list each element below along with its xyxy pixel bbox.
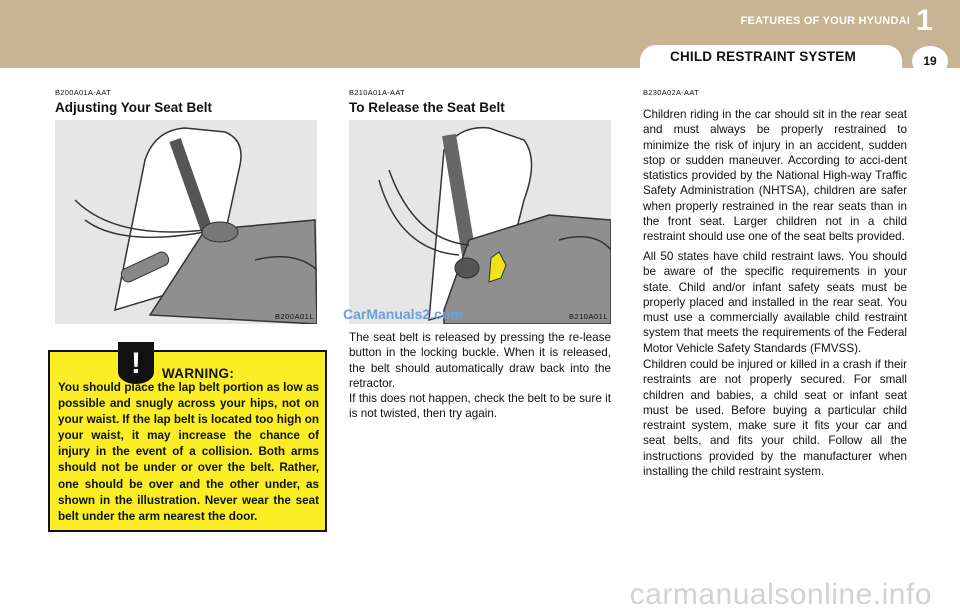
section-code-adjusting: B200A01A-AAT xyxy=(55,88,111,97)
watermark-carmanuals2: CarManuals2.com xyxy=(343,306,463,322)
warning-title: WARNING: xyxy=(162,366,235,381)
seat-belt-release-illustration xyxy=(349,120,611,324)
release-paragraph-1: The seat belt is released by pressing the re-lease button in the locking buckle. When it is released, the belt should automatically draw back into the retractor. xyxy=(349,331,611,390)
figure-label-b210: B210A01L xyxy=(568,312,608,321)
child-paragraph-2: All 50 states have child restraint laws. You should be aware of the specific requirements in your state. Child and/or infant safety seats must be properly placed and installed in the rear seat. You must use a commercially available child restraint system that meets the requirements of the Federal Motor Vehicle Safety Standards (FMVSS). xyxy=(643,250,907,355)
heading-adjusting: Adjusting Your Seat Belt xyxy=(55,100,213,115)
figure-label-b200: B200A01L xyxy=(274,312,314,321)
warning-box xyxy=(48,347,327,532)
child-paragraph-1: Children riding in the car should sit in the rear seat and must always be properly restrained to minimize the risk of injury in an accident, sudden stop or sudden maneuver. According to acci-dent statistics provided by the National High-way Traffic Safety Administration (NHTSA), children are safer when properly restrained in the rear seats than in the front seat. Larger children not in a child restraint should use one of the seat belts provided. xyxy=(643,108,907,244)
warning-exclamation-icon: ! xyxy=(118,342,154,384)
seat-belt-adjust-illustration xyxy=(55,120,317,324)
figure-adjusting-seat-belt xyxy=(55,120,317,324)
section-code-child: B230A02A-AAT xyxy=(643,88,699,97)
page-number: 19 xyxy=(912,46,948,76)
section-code-release: B210A01A-AAT xyxy=(349,88,405,97)
warning-text: You should place the lap belt portion as low as possible and snugly across your hips, not on your waist. If the lap belt is located too high on your waist, it may increase the chance of injury in the event of a collision. Both arms should not be under or over the belt. Rather, one should be over and the other under, as shown in the illustration. Never wear the seat belt under the arm nearest the door. xyxy=(58,381,319,523)
section-tab xyxy=(640,45,902,68)
chapter-number: 1 xyxy=(916,4,933,37)
release-paragraph-2: If this does not happen, check the belt to be sure it is not twisted, then try again. xyxy=(349,392,611,421)
child-paragraph-3: Children could be injured or killed in a crash if their restraints are not properly secured. For small children and babies, a child seat or infant seat must be used. Before buying a particular child restraint system, make sure it fits your car and seat belts, and fits your child. Follow all the instructions provided by the manufacturer when installing the child restraint system. xyxy=(643,358,907,479)
section-title: CHILD RESTRAINT SYSTEM xyxy=(670,49,856,64)
heading-release: To Release the Seat Belt xyxy=(349,100,505,115)
figure-release-seat-belt xyxy=(349,120,611,324)
watermark-carmanualsonline: carmanualsonline.info xyxy=(629,578,932,611)
header-title: FEATURES OF YOUR HYUNDAI xyxy=(740,15,910,27)
